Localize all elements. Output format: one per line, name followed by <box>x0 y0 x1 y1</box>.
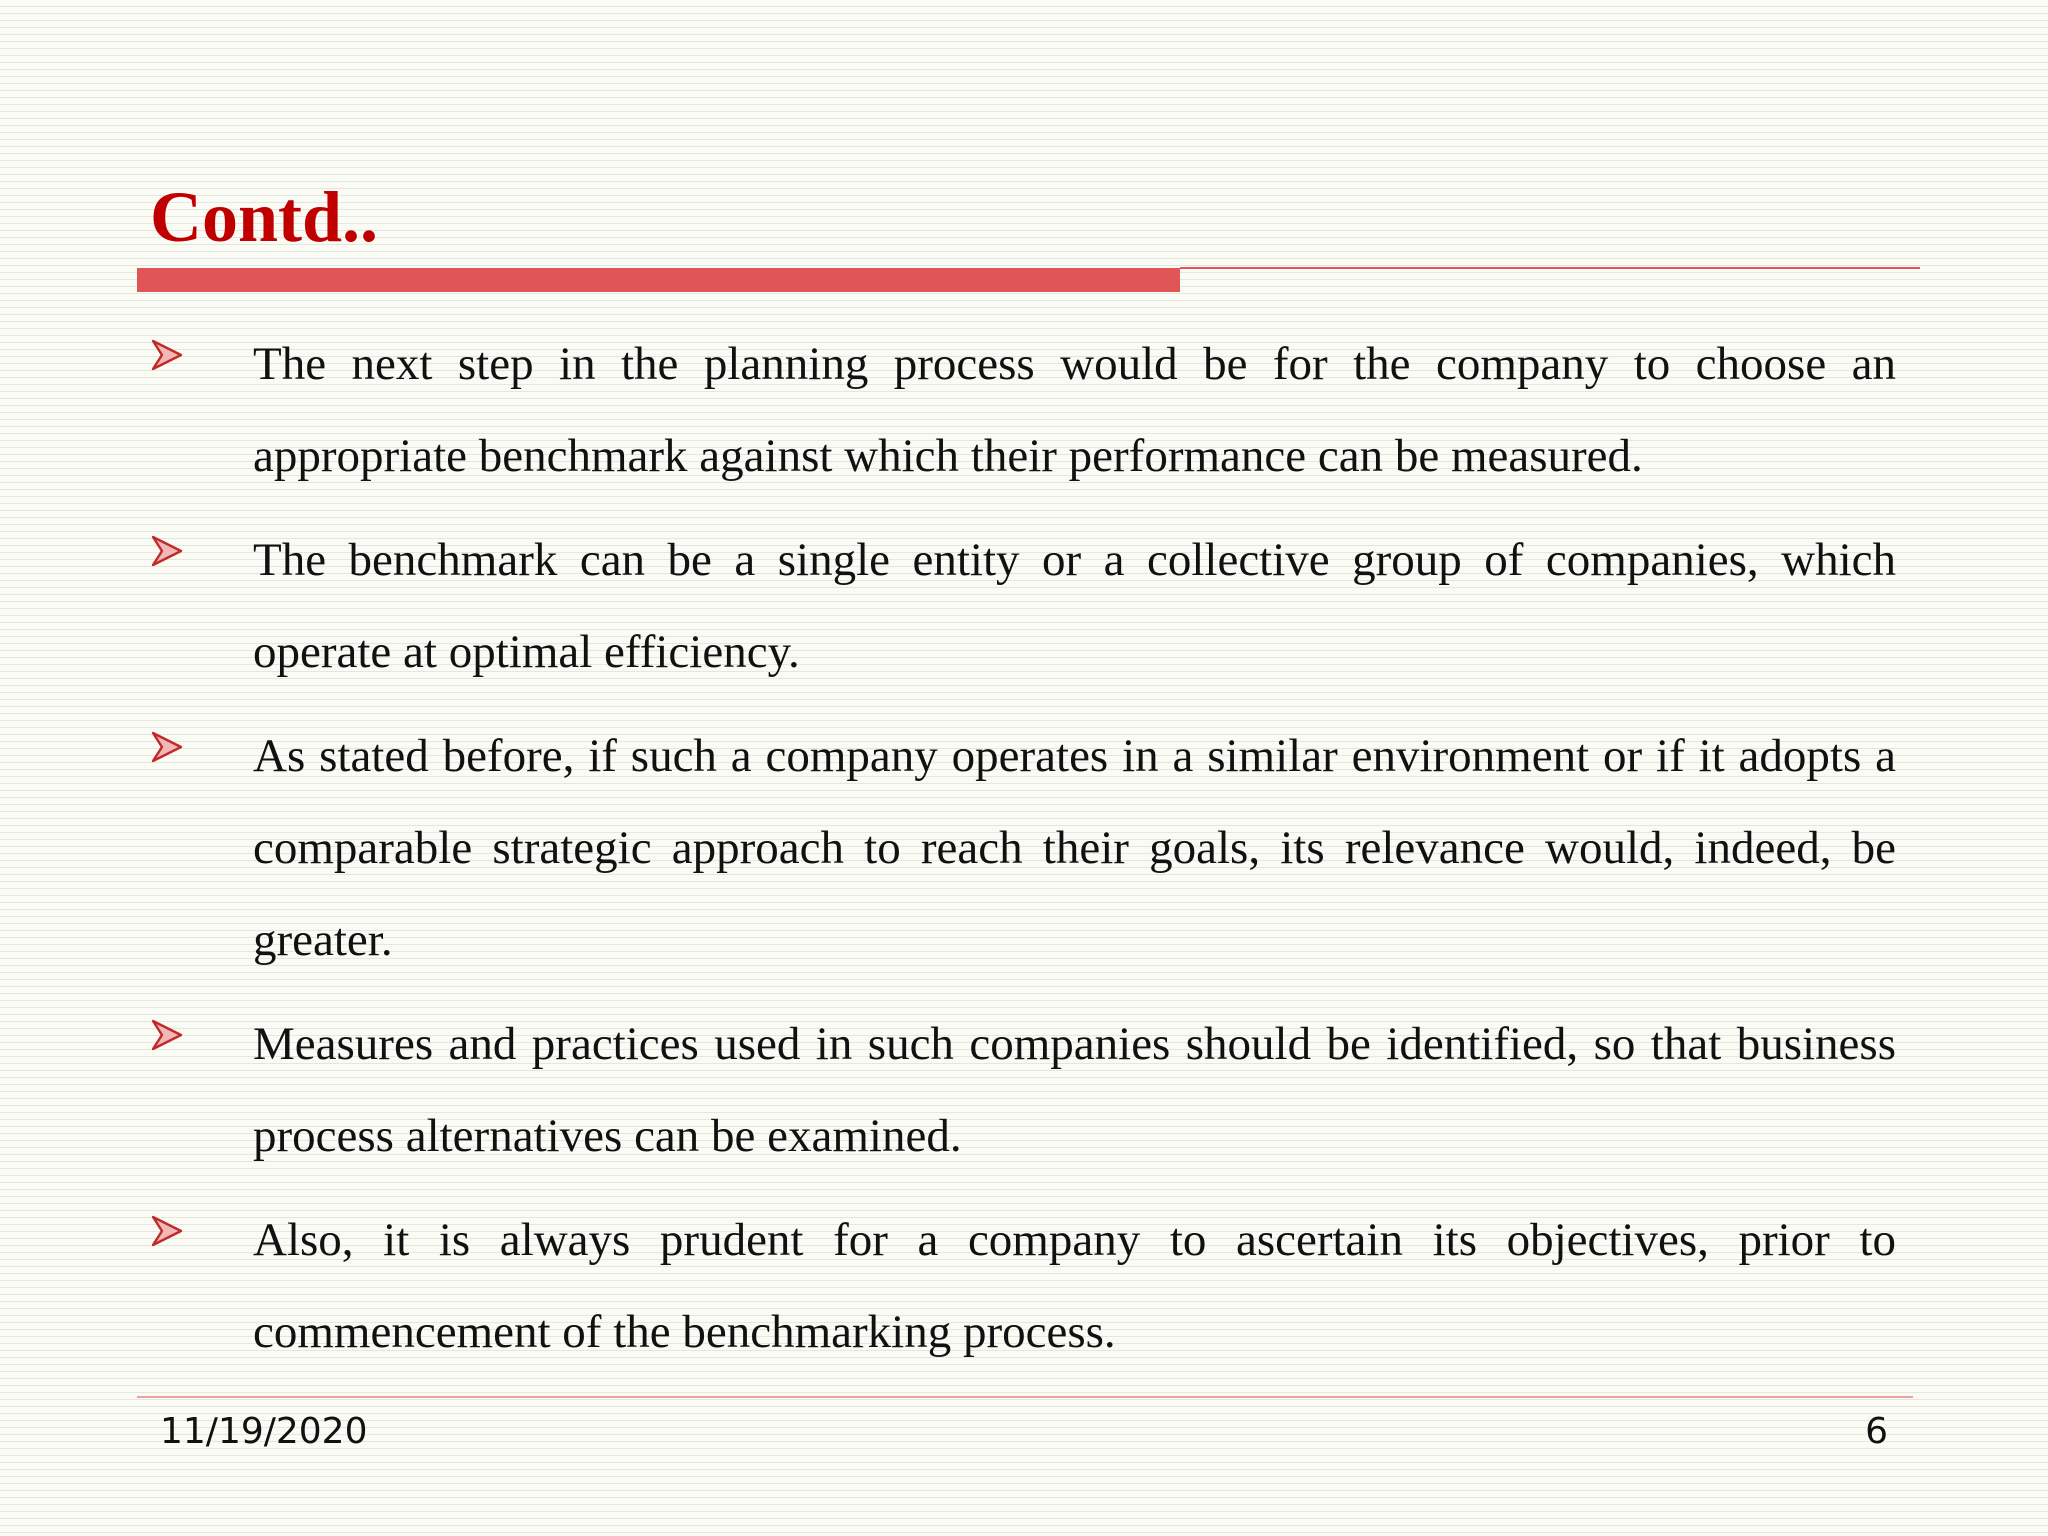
arrowhead-bullet-icon <box>150 1214 184 1248</box>
bullet-text: The benchmark can be a single entity or a collective group of companies, which operate at optimal efficiency. <box>253 534 1896 678</box>
bullet-text: The next step in the planning process would be for the company to choose an appropriate benchmark against which their performance can be measured. <box>253 338 1896 482</box>
page-number: 6 <box>1865 1411 1888 1452</box>
arrowhead-bullet-icon <box>150 534 184 568</box>
footer-divider <box>137 1396 1913 1398</box>
arrowhead-bullet-icon <box>150 338 184 372</box>
title-underline-bar <box>137 268 1180 292</box>
bullet-text: Measures and practices used in such companies should be identified, so that business process alternatives can be examined. <box>253 1018 1896 1162</box>
footer-date: 11/19/2020 <box>160 1411 368 1452</box>
title-underline-rule <box>1180 267 1920 269</box>
slide-title: Contd.. <box>150 177 379 257</box>
bullet-text: As stated before, if such a company operates in a similar environment or if it adopts a comparable strategic approach to reach their goals, its relevance would, indeed, be greater. <box>253 730 1896 966</box>
arrowhead-bullet-icon <box>150 1018 184 1052</box>
arrowhead-bullet-icon <box>150 730 184 764</box>
bullet-text: Also, it is always prudent for a company to ascertain its objectives, prior to commencement of the benchmarking process. <box>253 1214 1896 1358</box>
